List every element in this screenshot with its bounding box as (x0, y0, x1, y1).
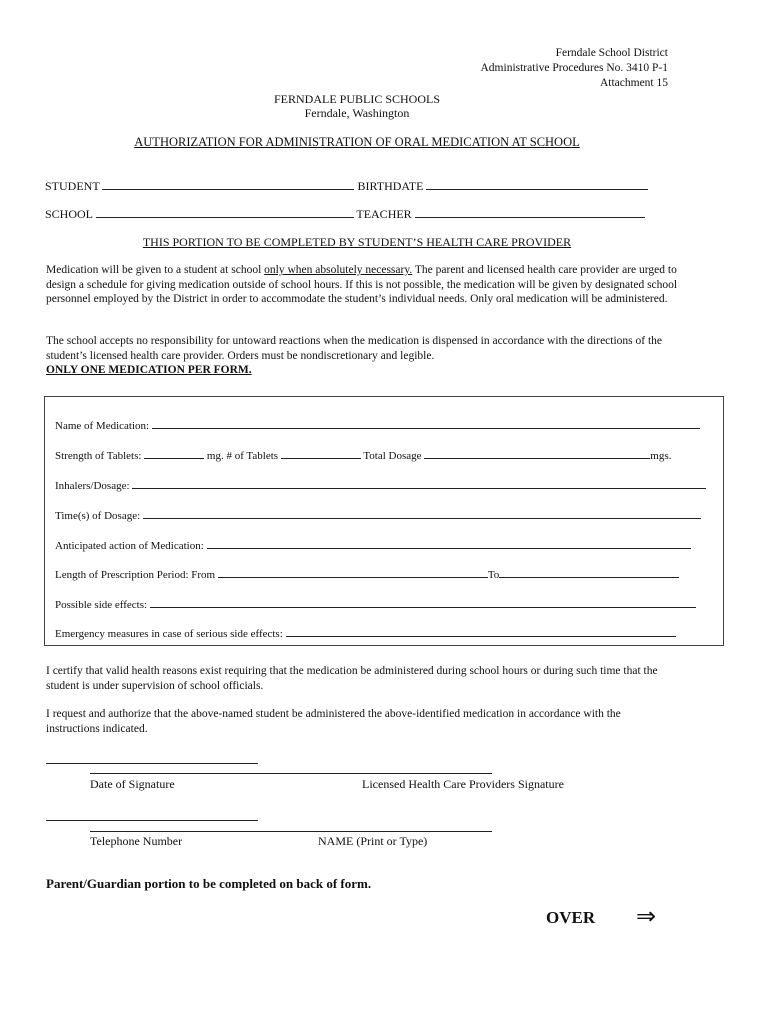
one-medication-notice: ONLY ONE MEDICATION PER FORM. (46, 364, 252, 376)
side-effects-row (55, 596, 696, 611)
school-name: FERNDALE PUBLIC SCHOOLS (273, 92, 441, 106)
certify-paragraph: I certify that valid health reasons exist requiring that the medication be administered during school hours or during such time that the student is under supervision of school officials. (46, 665, 658, 692)
anticipated-row (55, 537, 691, 552)
telephone-label: Telephone Number (90, 834, 183, 848)
times-input[interactable] (143, 507, 701, 519)
signature-short-line-2[interactable] (46, 820, 258, 821)
prescription-to-label: To (487, 569, 500, 581)
student-label: STUDENT (45, 179, 100, 193)
strength-row (55, 447, 671, 462)
inhalers-row (55, 477, 706, 492)
signature-long-line-2[interactable] (90, 831, 492, 832)
section-heading: THIS PORTION TO BE COMPLETED BY STUDENT’S HEALTH CARE PROVIDER (142, 235, 572, 249)
side-effects-label: Possible side effects: (55, 599, 148, 611)
total-dosage-input[interactable] (424, 447, 650, 459)
tablets-label: mg. # of Tablets (206, 450, 279, 462)
prescription-to-input[interactable] (499, 566, 679, 578)
birthdate-input-line[interactable] (426, 178, 648, 190)
tablets-input[interactable] (281, 447, 361, 459)
prescription-from-label: Length of Prescription Period: From (55, 569, 216, 581)
name-print-label: NAME (Print or Type) (318, 834, 428, 848)
teacher-input-line[interactable] (415, 206, 645, 218)
strength-label: Strength of Tablets: (55, 450, 142, 462)
emergency-label: Emergency measures in case of serious side effects: (55, 628, 283, 640)
anticipated-label: Anticipated action of Medication: (55, 540, 204, 552)
birthdate-label: BIRTHDATE (357, 179, 424, 193)
responsibility-text: The school accepts no responsibility for untoward reactions when the medication is dispensed in accordance with the directions of the student’s licensed health care provider. Orders must be nondiscretionary and legible. (46, 335, 663, 362)
student-field-row (45, 178, 648, 194)
policy-text-rest: The parent and licensed health care provider are urged to design a schedule for giving medication outside of school hours. If this is not possible, the medication will be given by designated school personnel employed by the District in order to accommodate the student’s individual needs. Only oral medication will be administered. (46, 264, 678, 305)
attachment-number: Attachment 15 (599, 77, 668, 89)
emergency-row (55, 625, 676, 640)
student-input-line[interactable] (102, 178, 354, 190)
teacher-label: TEACHER (356, 207, 412, 221)
inhalers-label: Inhalers/Dosage: (55, 480, 130, 492)
policy-emphasis: only when absolutely necessary. (264, 264, 413, 276)
times-row (55, 507, 701, 522)
medication-policy-paragraph (46, 263, 686, 307)
signature-long-line-1[interactable] (90, 773, 492, 774)
inhalers-input[interactable] (132, 477, 706, 489)
prescription-period-row (55, 566, 679, 581)
anticipated-input[interactable] (207, 537, 691, 549)
medication-name-label: Name of Medication: (55, 420, 150, 432)
medication-name-row (55, 417, 700, 432)
emergency-input[interactable] (286, 625, 676, 637)
school-field-row (45, 206, 645, 222)
responsibility-paragraph (46, 334, 686, 378)
mgs-label: mgs. (650, 450, 672, 462)
over-label: OVER (546, 908, 596, 927)
school-location: Ferndale, Washington (304, 106, 410, 120)
signature-short-line-1[interactable] (46, 763, 258, 764)
side-effects-input[interactable] (150, 596, 696, 608)
procedure-number: Administrative Procedures No. 3410 P-1 (480, 62, 668, 74)
school-label: SCHOOL (45, 207, 93, 221)
policy-text-start: Medication will be given to a student at school (46, 264, 265, 276)
provider-signature-label: Licensed Health Care Providers Signature (362, 777, 564, 791)
times-label: Time(s) of Dosage: (55, 510, 141, 522)
district-name: Ferndale School District (555, 47, 668, 59)
parent-guardian-note: Parent/Guardian portion to be completed on back of form. (46, 876, 372, 891)
request-paragraph: I request and authorize that the above-named student be administered the above-identified medication in accordance with the instructions indicated. (46, 708, 621, 735)
prescription-from-input[interactable] (218, 566, 488, 578)
medication-name-input[interactable] (152, 417, 700, 429)
school-input-line[interactable] (96, 206, 354, 218)
total-dosage-label: Total Dosage (363, 450, 422, 462)
date-of-signature-label: Date of Signature (90, 777, 175, 791)
right-arrow-icon: ⇒ (636, 902, 657, 930)
form-title: AUTHORIZATION FOR ADMINISTRATION OF ORAL MEDICATION AT SCHOOL (134, 135, 580, 149)
strength-input[interactable] (144, 447, 204, 459)
medication-details-box (44, 396, 724, 646)
